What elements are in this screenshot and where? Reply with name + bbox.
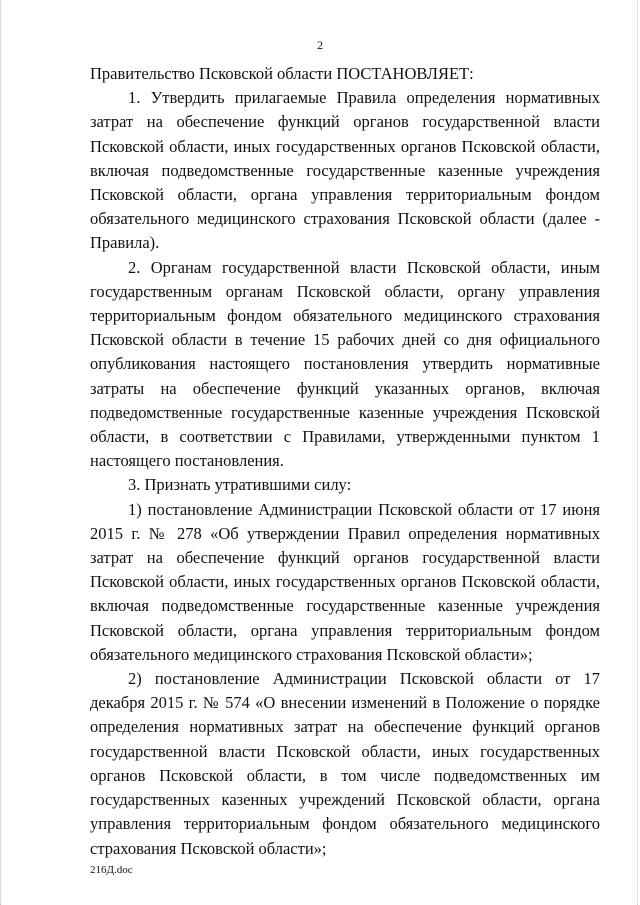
file-name-footer: 216Д.doc — [90, 864, 133, 876]
scan-edge-right — [636, 0, 638, 905]
clause-3-item-2: 2) постановление Администрации Псковской области от 17 декабря 2015 г. № 574 «О внесении изменений в Положение о порядке определения нормативных затрат на обеспечение функций органов государственной власти Псковской области, иных государственных органов Псковской области, в том числе подведомственных им государственных казенных учреждений Псковской области, органа управления территориальным фондом обязательного медицинского страхования Псковской области»; — [90, 669, 600, 858]
preamble-paragraph: Правительство Псковской области ПОСТАНОВЛЯЕТ: — [90, 64, 474, 83]
clause-3-item-1: 1) постановление Администрации Псковской области от 17 июня 2015 г. № 278 «Об утверждении Правил определения нормативных затрат на обеспечение функций органов государственной власти Псковской области, иных государственных органов Псковской области, включая подведомственные государственные казенные учреждения Псковской области, органа управления территориальным фондом обязательного медицинского страхования Псковской области»; — [90, 499, 600, 664]
clause-3-heading: 3. Признать утратившими силу: — [128, 475, 352, 495]
clause-1-paragraph: 1. Утвердить прилагаемые Правила определения нормативных затрат на обеспечение функций органов государственной власти Псковской области, иных государственных органов Псковской области, включая подведомственные государственные казенные учреждения Псковской области, органа управления территориальным фондом обязательного медицинского страхования Псковской области (далее - Правила). — [90, 88, 600, 253]
clause-2-paragraph: 2. Органам государственной власти Псковской области, иным государственным органам Псковской области, органу управления территориальным фондом обязательного медицинского страхования Псковской области в течение 15 рабочих дней со дня официального опубликования настоящего постановления утвердить нормативные затраты на обеспечение функций указанных органов, включая подведомственные государственные казенные учреждения Псковской области, в соответствии с Правилами, утвержденными пунктом 1 настоящего постановления. — [90, 257, 600, 471]
document-body — [90, 62, 600, 861]
scan-edge-left — [0, 0, 4, 905]
page-number: 2 — [317, 38, 323, 52]
